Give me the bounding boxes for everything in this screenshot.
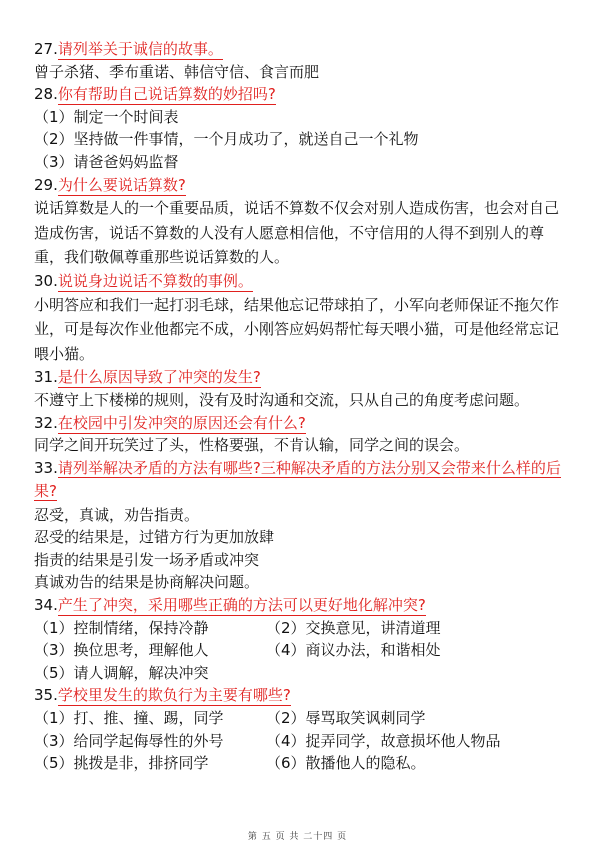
answer-line: 忍受，真诚，劝告指责。 (34, 505, 200, 524)
question-33 (34, 457, 564, 504)
question-number: 34. (34, 596, 58, 615)
question-34 (34, 594, 564, 617)
answer-paragraph: 说话算数是人的一个重要品质，说话不算数不仅会对别人造成伤害，也会对自己造成伤害，说话不算数的人没有人愿意相信他，不守信用的人得不到别人的尊重，我们敬佩尊重那些说话算数的人。 (34, 199, 560, 267)
answer-item: （1）打、推、撞、踢，同学 (34, 709, 224, 728)
answer-line: 真诚劝告的结果是协商解决问题。 (34, 573, 260, 592)
answer-line: （2）坚持做一件事情，一个月成功了，就送自己一个礼物 (34, 130, 419, 149)
answer-item: （5）请人调解，解决冲突 (34, 663, 209, 682)
answer-line: （1）制定一个时间表 (34, 107, 179, 126)
question-number: 30. (34, 271, 58, 290)
answer-item: （3）给同学起侮辱性的外号 (34, 731, 224, 750)
question-number: 32. (34, 413, 58, 432)
answer-item: （1）控制情绪，保持冷静 (34, 618, 209, 637)
answer-line: 指责的结果是引发一场矛盾或冲突 (34, 550, 260, 569)
question-number: 33. (34, 458, 58, 477)
answer-item: （3）换位思考，理解他人 (34, 641, 209, 660)
answer-item: （4）捉弄同学，故意损坏他人物品 (266, 731, 501, 750)
question-27 (34, 38, 564, 61)
question-title: 产生了冲突，采用哪些正确的方法可以更好地化解冲突? (57, 596, 426, 615)
question-30 (34, 270, 564, 293)
question-number: 28. (34, 85, 58, 104)
question-number: 27. (34, 40, 58, 58)
answer-item: （5）挑拨是非，排挤同学 (34, 754, 209, 773)
question-title: 为什么要说话算数? (57, 175, 186, 194)
question-title: 请列举解决矛盾的方法有哪些?三种解决矛盾的方法分别又会带来什么样的后果? (34, 458, 561, 501)
answer-item (266, 662, 564, 685)
answer-line: 同学之间开玩笑过了头，性格要强，不肯认输，同学之间的误会。 (34, 436, 470, 455)
answer-item: （2）辱骂取笑讽刺同学 (266, 709, 426, 728)
answer-paragraph: 小明答应和我们一起打羽毛球，结果他忘记带球拍了，小军向老师保证不拖欠作业，可是每次作业他都完不成，小刚答应妈妈帮忙每天喂小猫，可是他经常忘记喂小猫。 (34, 295, 560, 363)
answer-line: （3）请爸爸妈妈监督 (34, 152, 179, 171)
question-35 (34, 684, 564, 707)
answer-item: （6）散播他人的隐私。 (266, 754, 426, 773)
question-title: 请列举关于诚信的故事。 (57, 40, 223, 58)
question-title: 你有帮助自己说话算数的妙招吗? (57, 85, 276, 104)
page-footer: 第 五 页 共 二十四 页 (247, 832, 348, 842)
answer-line: 忍受的结果是，过错方行为更加放肆 (34, 528, 275, 547)
answer-line: 曾子杀猪、季布重诺、韩信守信、食言而肥 (34, 62, 320, 81)
answer-grid (34, 707, 564, 775)
question-title: 学校里发生的欺负行为主要有哪些? (57, 686, 291, 705)
answer-line: 不遵守上下楼梯的规则，没有及时沟通和交流，只从自己的角度考虑问题。 (34, 390, 530, 409)
question-number: 31. (34, 368, 58, 387)
question-number: 35. (34, 686, 58, 705)
answer-item: （4）商议办法，和谐相处 (266, 641, 441, 660)
question-title: 在校园中引发冲突的原因还会有什么? (57, 413, 306, 432)
question-31 (34, 366, 564, 389)
qa-content (34, 38, 564, 775)
answer-item: （2）交换意见，讲清道理 (266, 618, 441, 637)
question-number: 29. (34, 175, 58, 194)
question-32 (34, 412, 564, 435)
question-29 (34, 174, 564, 197)
question-title: 是什么原因导致了冲突的发生? (57, 368, 261, 387)
question-title: 说说身边说话不算数的事例。 (57, 271, 253, 290)
answer-grid (34, 617, 564, 685)
question-28 (34, 83, 564, 106)
